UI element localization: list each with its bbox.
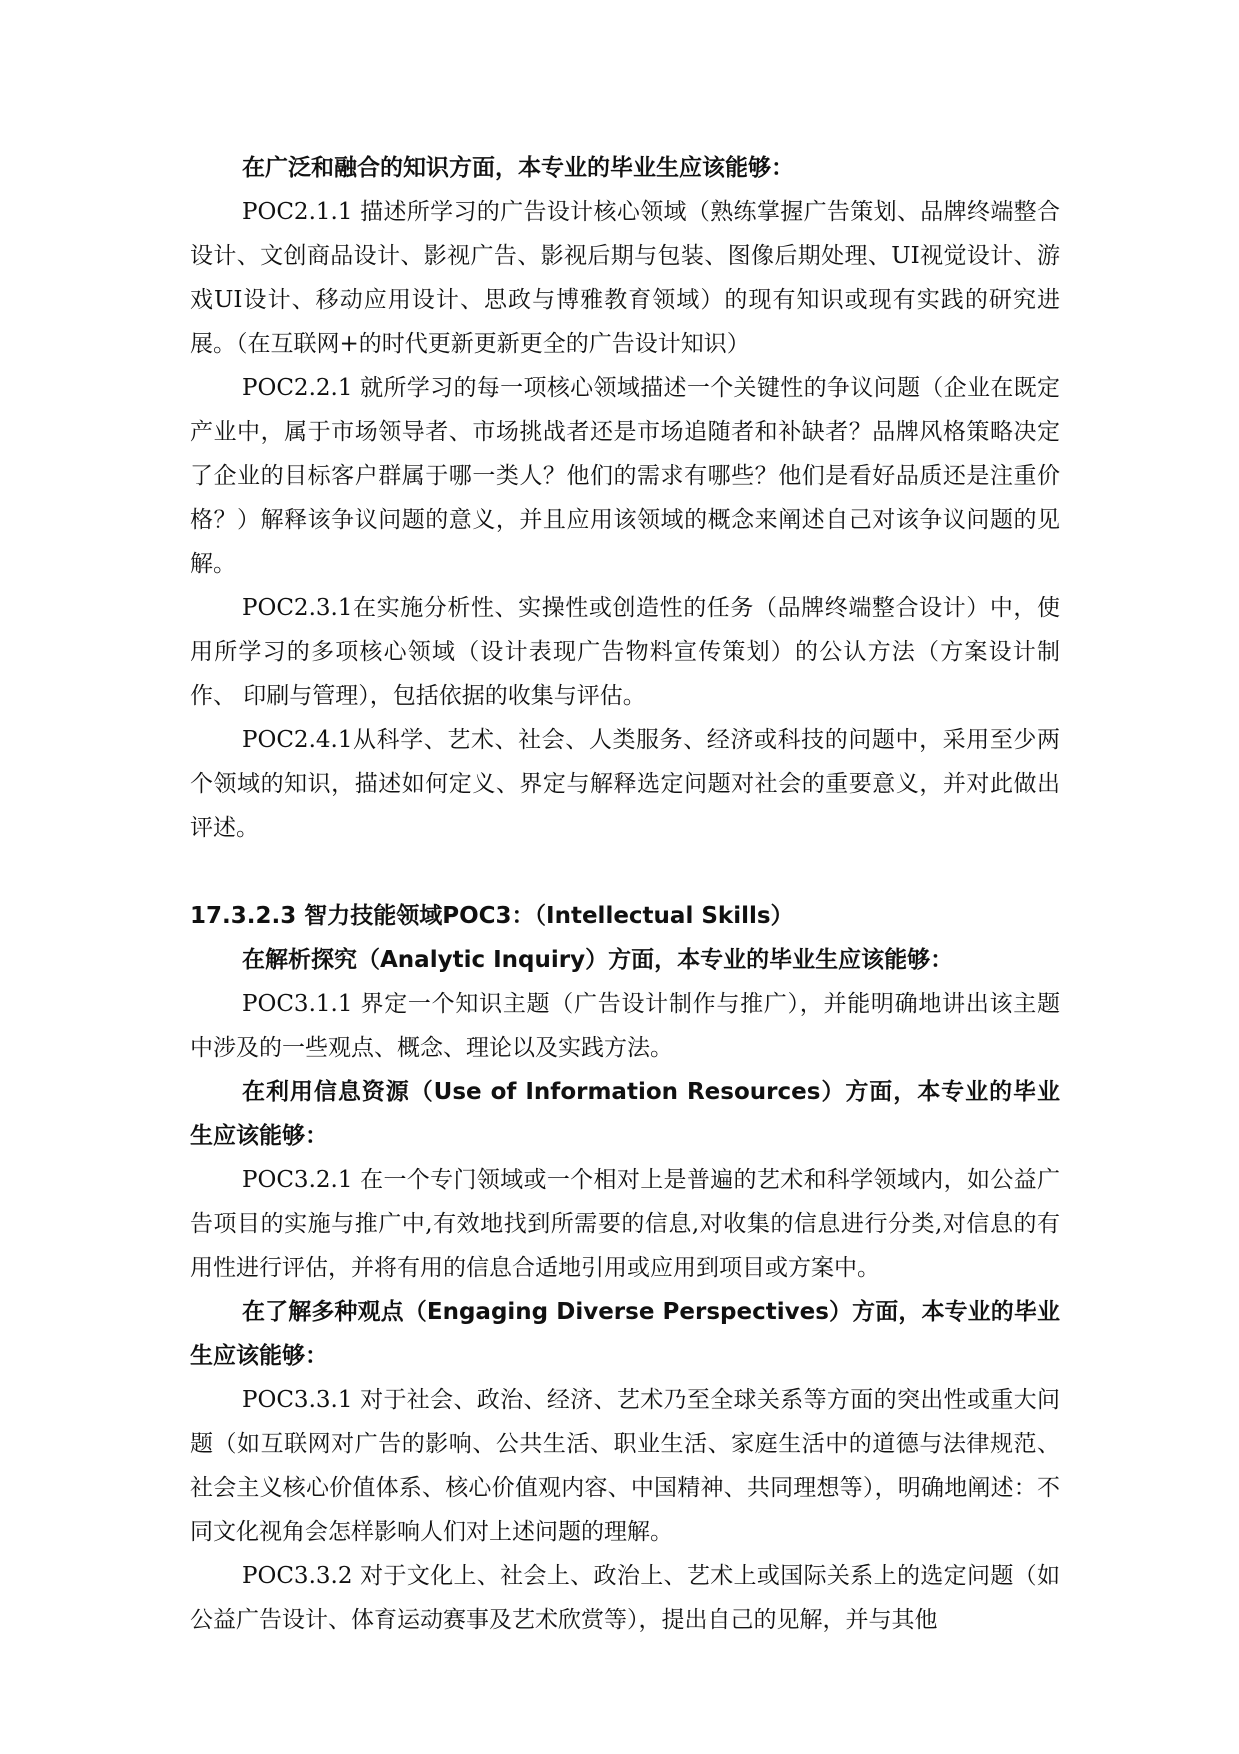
paragraph-poc3-3-2: POC3.3.2 对于文化上、社会上、政治上、艺术上或国际关系上的选定问题（如公益广告设计、体育运动赛事及艺术欣赏等），提出自己的见解，并与其他 [190, 1563, 1060, 1633]
paragraph-poc2-2-1: POC2.2.1 就所学习的每一项核心领域描述一个关键性的争议问题（企业在既定产业中，属于市场领导者、市场挑战者还是市场追随者和补缺者？品牌风格策略决定了企业的目标客户群属于哪一类人？他们的需求有哪些？他们是看好品质还是注重价格？）解释该争议问题的意义，并且应用该领域的概念来阐述自己对该争议问题的见解。 [190, 375, 1060, 577]
section-intro-information-resources: 在利用信息资源（Use of Information Resources）方面，本专业的毕业生应该能够： [190, 1079, 1060, 1149]
paragraph-poc2-3-1: POC2.3.1在实施分析性、实操性或创造性的任务（品牌终端整合设计）中，使用所学习的多项核心领域（设计表现广告物料宣传策划）的公认方法（方案设计制作、 印刷与管理），包括依据的收集与评估。 [190, 595, 1060, 709]
section-heading-intellectual-skills: 17.3.2.3 智力技能领域POC3：（Intellectual Skills） [190, 903, 794, 929]
paragraph-poc3-3-1: POC3.3.1 对于社会、政治、经济、艺术乃至全球关系等方面的突出性或重大问题（如互联网对广告的影响、公共生活、职业生活、家庭生活中的道德与法律规范、社会主义核心价值体系、核心价值观内容、中国精神、共同理想等），明确地阐述：不同文化视角会怎样影响人们对上述问题的理解。 [190, 1387, 1060, 1545]
paragraph-poc2-4-1: POC2.4.1从科学、艺术、社会、人类服务、经济或科技的问题中，采用至少两个领域的知识，描述如何定义、界定与解释选定问题对社会的重要意义，并对此做出评述。 [190, 727, 1060, 841]
section-intro-broad-knowledge: 在广泛和融合的知识方面，本专业的毕业生应该能够： [242, 155, 794, 181]
paragraph-poc2-1-1: POC2.1.1 描述所学习的广告设计核心领域（熟练掌握广告策划、品牌终端整合设计、文创商品设计、影视广告、影视后期与包装、图像后期处理、UI视觉设计、游戏UI设计、移动应用设计、思政与博雅教育领域）的现有知识或现有实践的研究进展。（在互联网+的时代更新更新更全的广告设计知识） [190, 199, 1060, 357]
paragraph-poc3-1-1: POC3.1.1 界定一个知识主题（广告设计制作与推广），并能明确地讲出该主题中涉及的一些观点、概念、理论以及实践方法。 [190, 991, 1060, 1061]
section-intro-analytic-inquiry: 在解析探究（Analytic Inquiry）方面，本专业的毕业生应该能够： [242, 947, 954, 973]
section-intro-diverse-perspectives: 在了解多种观点（Engaging Diverse Perspectives）方面，本专业的毕业生应该能够： [190, 1299, 1060, 1369]
document-page [190, 146, 1060, 1642]
paragraph-poc3-2-1: POC3.2.1 在一个专门领域或一个相对上是普遍的艺术和科学领域内，如公益广告项目的实施与推广中,有效地找到所需要的信息,对收集的信息进行分类,对信息的有用性进行评估，并将有用的信息合适地引用或应用到项目或方案中。 [190, 1167, 1060, 1281]
